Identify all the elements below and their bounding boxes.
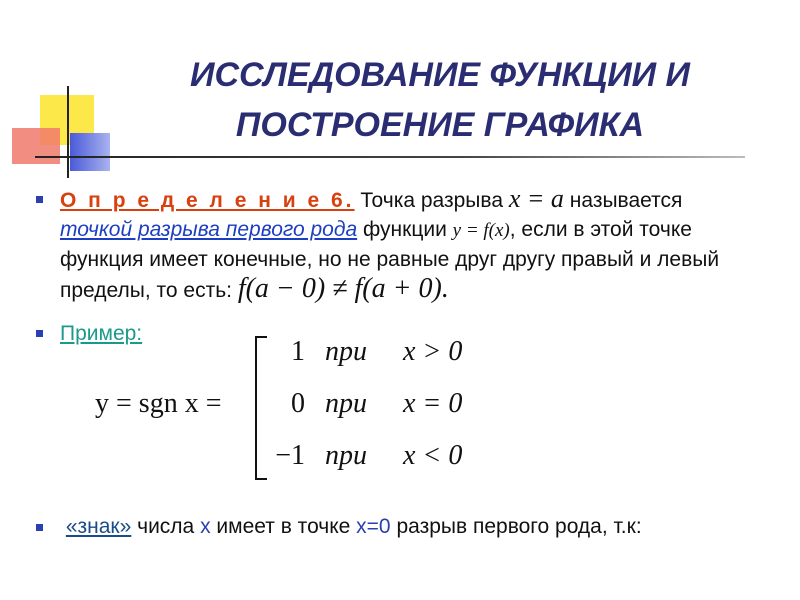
sgn-formula — [95, 336, 515, 486]
decorative-squares — [0, 0, 130, 180]
red-square — [12, 128, 60, 164]
case-condition: x = 0 — [403, 388, 463, 419]
note-text-2: имеет в точке — [210, 515, 357, 538]
math-limits: f(a − 0) ≠ f(a + 0). — [237, 273, 449, 304]
formula-lhs: y = sgn x = — [95, 388, 222, 419]
title-line-1: ИССЛЕДОВАНИЕ ФУНКЦИИ И — [189, 56, 691, 94]
note-text-1: числа — [131, 515, 201, 538]
case-condition: x > 0 — [403, 336, 463, 367]
math-point: x = a — [508, 184, 564, 213]
note-paragraph — [60, 515, 642, 539]
math-function: y = f(x) — [452, 220, 510, 241]
case-value: 1 — [291, 336, 305, 367]
title-line-2: ПОСТРОЕНИЕ ГРАФИКА — [235, 106, 645, 144]
blue-square — [70, 133, 110, 171]
bullet-square-icon — [36, 524, 43, 531]
definition-paragraph — [60, 184, 750, 305]
case-value: 0 — [291, 388, 305, 419]
case-word: при — [325, 336, 367, 367]
example-label-link[interactable]: Пример: — [60, 322, 143, 345]
bullet-square-icon — [36, 196, 43, 203]
case-condition: x < 0 — [403, 440, 463, 471]
title-divider — [35, 156, 745, 158]
definition-text-2: называется — [563, 189, 683, 212]
definition-text-1: Точка разрыва — [354, 189, 509, 212]
definition-label: О п р е д е л е н и е 6. — [60, 189, 355, 212]
slide-title — [120, 50, 760, 150]
definition-term-link[interactable]: точкой разрыва первого рода — [60, 218, 358, 241]
note-x: x — [200, 515, 211, 538]
definition-text-4: , если в этой точке функция имеет конечные, но не равные друг другу правый и левый пределы, то есть: — [60, 218, 720, 302]
case-word: при — [325, 388, 367, 419]
znak-link[interactable]: «знак» — [65, 515, 132, 538]
vertical-rule — [67, 86, 69, 178]
note-text-3: разрыв первого рода, т.к: — [390, 515, 642, 538]
bullet-square-icon — [36, 330, 43, 337]
case-word: при — [325, 440, 367, 471]
note-x-zero: x=0 — [356, 515, 391, 538]
definition-text-3: функции — [357, 218, 453, 241]
case-value: −1 — [275, 440, 305, 471]
